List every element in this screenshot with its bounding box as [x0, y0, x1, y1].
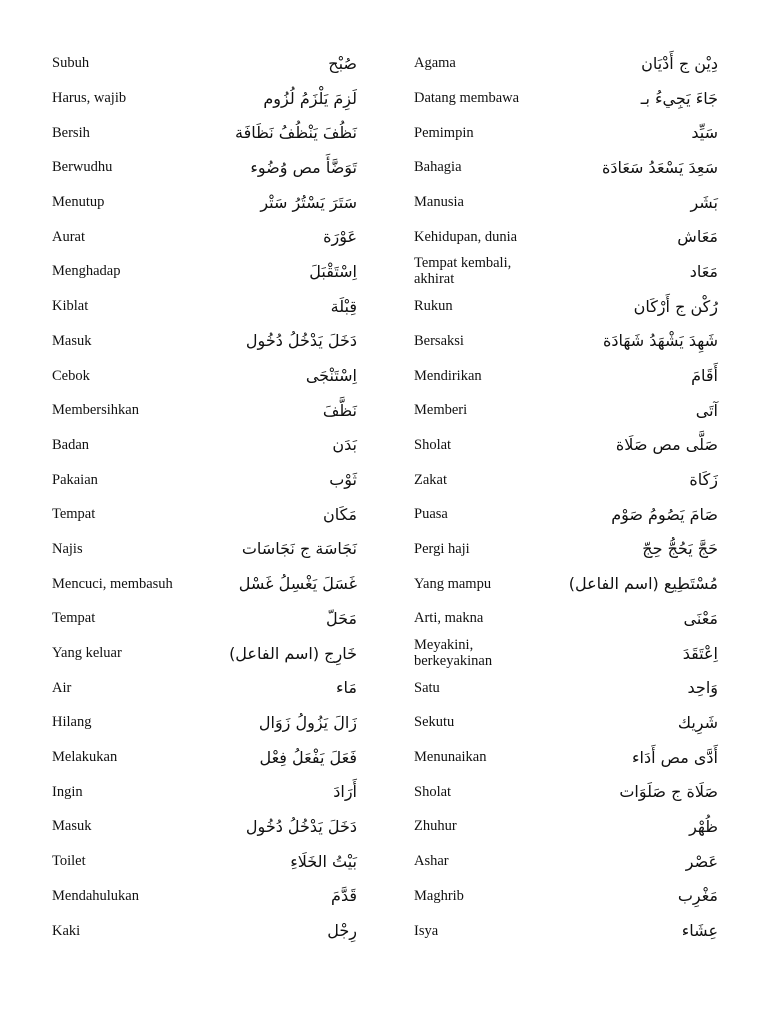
indonesian-term: Bersaksi	[414, 332, 464, 349]
arabic-term: زَكَاة	[689, 470, 718, 490]
indonesian-term: Melakukan	[52, 749, 118, 766]
arabic-term: سَعِدَ يَسْعَدُ سَعَادَة	[601, 157, 718, 177]
indonesian-term: Tempat kembali, akhirat	[414, 255, 512, 288]
vocab-row	[414, 740, 718, 775]
vocab-row	[414, 462, 718, 497]
indonesian-term: Yang mampu	[414, 575, 492, 592]
indonesian-term: Bahagia	[414, 159, 462, 176]
vocab-row	[52, 913, 357, 948]
arabic-term: قَدَّمَ	[331, 886, 357, 906]
arabic-term: عَصْر	[685, 851, 718, 871]
indonesian-term: Berwudhu	[52, 159, 113, 176]
indonesian-term: Puasa	[414, 506, 448, 523]
arabic-term: غَسَلَ يَغْسِلُ غَسْل	[238, 574, 357, 594]
vocab-row	[52, 705, 357, 740]
indonesian-term: Mendahulukan	[52, 887, 139, 904]
vocab-row	[414, 670, 718, 705]
arabic-term: مَكَان	[322, 504, 357, 524]
vocab-row	[414, 46, 718, 81]
arabic-term: لَزِمَ يَلْزَمُ لُزُوم	[263, 88, 357, 108]
vocab-row	[52, 81, 357, 116]
indonesian-term: Mendirikan	[414, 367, 482, 384]
arabic-term: دِيْن ج أَدْيَان	[641, 53, 718, 73]
indonesian-term: Badan	[52, 436, 90, 453]
arabic-term: نَجَاسَة ج نَجَاسَات	[241, 539, 357, 559]
indonesian-term: Hilang	[52, 714, 92, 731]
indonesian-term: Menghadap	[52, 263, 121, 280]
arabic-term: نَظُفَ يَنْظُفُ نَظَافَة	[235, 123, 357, 143]
arabic-term: رِجْل	[327, 921, 357, 941]
vocab-row	[52, 844, 357, 879]
arabic-term: أَرَادَ	[333, 782, 357, 802]
vocab-row	[52, 809, 357, 844]
arabic-term: عَوْرَة	[323, 227, 357, 247]
arabic-term: جَاءَ يَجِيءُ بـ	[640, 88, 718, 108]
arabic-term: صُبْح	[328, 53, 357, 73]
indonesian-term: Najis	[52, 540, 83, 557]
indonesian-term: Air	[52, 679, 72, 696]
indonesian-term: Pergi haji	[414, 540, 470, 557]
arabic-term: خَارِج (اسم الفاعل)	[229, 643, 357, 663]
arabic-term: أَدَّى مص أَدَاء	[632, 747, 718, 767]
vocab-row	[414, 81, 718, 116]
arabic-term: رُكْن ج أَرْكَان	[633, 296, 718, 316]
arabic-term: بَدَن	[332, 435, 357, 455]
vocab-row	[52, 636, 357, 671]
arabic-term: نَظَّفَ	[322, 400, 357, 420]
indonesian-term: Ingin	[52, 783, 83, 800]
vocab-row	[52, 497, 357, 532]
indonesian-term: Ashar	[414, 853, 449, 870]
vocab-row	[52, 219, 357, 254]
arabic-term: مَعَاش	[677, 227, 718, 247]
indonesian-term: Menunaikan	[414, 749, 487, 766]
arabic-term: مَعَاد	[689, 261, 718, 281]
indonesian-term: Memberi	[414, 402, 468, 419]
indonesian-term: Agama	[414, 55, 456, 72]
arabic-term: مَعْنَى	[683, 608, 718, 628]
arabic-term: صَلَّى مص صَلَاة	[615, 435, 718, 455]
indonesian-term: Maghrib	[414, 887, 464, 904]
indonesian-term: Datang membawa	[414, 90, 520, 107]
arabic-term: دَخَلَ يَدْخُلُ دُخُول	[245, 331, 357, 351]
vocab-row	[52, 532, 357, 567]
vocab-row	[52, 358, 357, 393]
indonesian-term: Pakaian	[52, 471, 98, 488]
indonesian-term: Sholat	[414, 436, 452, 453]
vocab-row	[414, 185, 718, 220]
vocab-row	[414, 428, 718, 463]
vocab-row	[52, 115, 357, 150]
indonesian-term: Subuh	[52, 55, 90, 72]
vocab-row	[414, 774, 718, 809]
arabic-term: وَاحِد	[687, 678, 718, 698]
vocab-row	[52, 254, 357, 289]
arabic-term: مَحَلّ	[325, 608, 357, 628]
arabic-term: فَعَلَ يَفْعَلُ فِعْل	[259, 747, 357, 767]
vocab-row	[414, 879, 718, 914]
arabic-term: تَوَضَّأَ مص وُضُوء	[250, 157, 357, 177]
vocab-row	[52, 150, 357, 185]
indonesian-term: Zhuhur	[414, 818, 457, 835]
indonesian-term: Cebok	[52, 367, 90, 384]
indonesian-term: Kehidupan, dunia	[414, 228, 518, 245]
arabic-term: شَرِيك	[677, 712, 718, 732]
vocab-row	[414, 566, 718, 601]
indonesian-term: Harus, wajib	[52, 90, 127, 107]
arabic-term: ظُهْر	[689, 816, 718, 836]
indonesian-term: Meyakini, berkeyakinan	[414, 637, 493, 670]
indonesian-term: Tempat	[52, 506, 96, 523]
indonesian-term: Yang keluar	[52, 645, 122, 662]
vocab-row	[414, 532, 718, 567]
arabic-term: بَشَر	[690, 192, 718, 212]
vocab-row	[414, 809, 718, 844]
indonesian-term: Membersihkan	[52, 402, 139, 419]
indonesian-term: Kaki	[52, 922, 81, 939]
indonesian-term: Bersih	[52, 124, 90, 141]
vocabulary-column-right	[414, 46, 718, 948]
indonesian-term: Zakat	[414, 471, 448, 488]
arabic-term: زَالَ يَزُولُ زَوَال	[258, 712, 357, 732]
vocab-row	[52, 601, 357, 636]
indonesian-term: Satu	[414, 679, 440, 696]
indonesian-term: Arti, makna	[414, 610, 484, 627]
vocab-row	[414, 393, 718, 428]
arabic-term: عِشَاء	[681, 921, 718, 941]
vocab-row	[52, 393, 357, 428]
vocab-row	[414, 601, 718, 636]
vocab-row	[52, 670, 357, 705]
vocab-row	[414, 324, 718, 359]
arabic-term: اِعْتَقَدَ	[682, 643, 718, 663]
vocab-row	[414, 497, 718, 532]
indonesian-term: Isya	[414, 922, 439, 939]
vocab-row	[414, 358, 718, 393]
vocab-row	[414, 219, 718, 254]
arabic-term: بَيْتُ الخَلَاءِ	[290, 851, 357, 871]
indonesian-term: Menutup	[52, 194, 105, 211]
arabic-term: شَهِدَ يَشْهَدُ شَهَادَة	[602, 331, 718, 351]
indonesian-term: Sekutu	[414, 714, 455, 731]
indonesian-term: Kiblat	[52, 298, 89, 315]
arabic-term: اِسْتَقْبَلَ	[309, 261, 357, 281]
vocab-row	[414, 705, 718, 740]
vocab-row	[52, 879, 357, 914]
indonesian-term: Masuk	[52, 332, 92, 349]
indonesian-term: Pemimpin	[414, 124, 474, 141]
vocab-row	[414, 844, 718, 879]
vocab-row	[414, 636, 718, 671]
arabic-term: صَامَ يَصُومُ صَوْم	[611, 504, 718, 524]
vocab-row	[52, 289, 357, 324]
vocab-row	[414, 289, 718, 324]
vocab-row	[52, 428, 357, 463]
vocabulary-column-left	[52, 46, 357, 948]
indonesian-term: Toilet	[52, 853, 86, 870]
vocab-row	[414, 115, 718, 150]
indonesian-term: Manusia	[414, 194, 464, 211]
vocab-row	[52, 185, 357, 220]
indonesian-term: Mencuci, membasuh	[52, 575, 173, 592]
indonesian-term: Tempat	[52, 610, 96, 627]
arabic-term: اِسْتَنْجَى	[305, 366, 357, 386]
arabic-term: قِبْلَة	[330, 296, 357, 316]
indonesian-term: Sholat	[414, 783, 452, 800]
indonesian-term: Rukun	[414, 298, 453, 315]
vocab-row	[52, 324, 357, 359]
arabic-term: سَيِّد	[691, 123, 718, 143]
vocab-row	[52, 462, 357, 497]
arabic-term: مُسْتَطِيع (اسم الفاعل)	[568, 574, 718, 594]
arabic-term: مَاء	[336, 678, 357, 698]
arabic-term: آتَى	[695, 400, 718, 420]
indonesian-term: Masuk	[52, 818, 92, 835]
vocab-row	[52, 566, 357, 601]
arabic-term: حَجَّ يَحُجُّ حِجّ	[642, 539, 718, 559]
vocab-row	[414, 254, 718, 289]
vocab-row	[414, 150, 718, 185]
vocab-row	[414, 913, 718, 948]
vocab-row	[52, 774, 357, 809]
vocab-row	[52, 46, 357, 81]
arabic-term: صَلَاة ج صَلَوَات	[619, 782, 718, 802]
arabic-term: أَقَامَ	[691, 366, 718, 386]
arabic-term: ثَوْب	[329, 470, 357, 490]
indonesian-term: Aurat	[52, 228, 86, 245]
arabic-term: دَخَلَ يَدْخُلُ دُخُول	[245, 816, 357, 836]
vocab-row	[52, 740, 357, 775]
arabic-term: سَتَرَ يَسْتُرُ سَتْر	[260, 192, 357, 212]
arabic-term: مَغْرِب	[677, 886, 718, 906]
